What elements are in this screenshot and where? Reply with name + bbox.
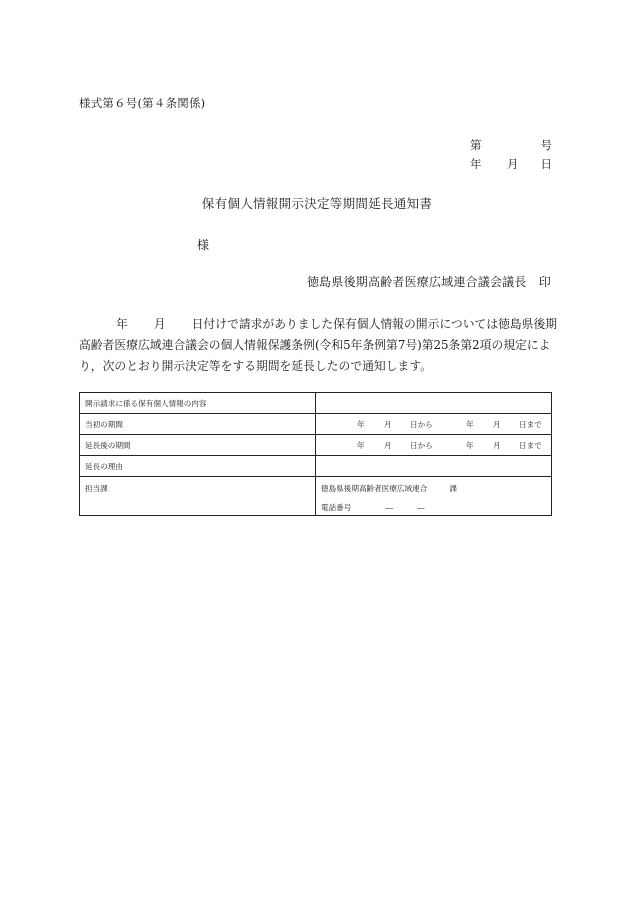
body-line-1-text: 日付けで請求がありました保有個人情報の開示については徳島県後期 bbox=[191, 317, 558, 331]
initial-to-year: 年 bbox=[466, 420, 474, 429]
table-row bbox=[80, 414, 552, 435]
row-value-reason bbox=[316, 456, 552, 477]
number-label-go: 号 bbox=[540, 138, 552, 152]
body-month-label: 月 bbox=[153, 317, 166, 331]
table-row bbox=[80, 477, 552, 516]
extended-to-month: 月 bbox=[493, 441, 501, 450]
phone-line bbox=[321, 502, 546, 513]
row-label-reason: 延長の理由 bbox=[80, 456, 316, 477]
table-row bbox=[80, 435, 552, 456]
row-value-department bbox=[316, 477, 552, 516]
row-value-content bbox=[316, 393, 552, 414]
document-title: 保有個人情報開示決定等期間延長通知書 bbox=[201, 196, 433, 211]
body-paragraph bbox=[79, 314, 558, 377]
date-year-label: 年 bbox=[470, 157, 482, 171]
date-month-label: 月 bbox=[507, 157, 519, 171]
initial-to-day: 日まで bbox=[519, 420, 542, 429]
row-label-extended-period: 延長後の期間 bbox=[80, 435, 316, 456]
extended-to-day: 日まで bbox=[519, 441, 542, 450]
row-label-initial-period: 当初の期間 bbox=[80, 414, 316, 435]
number-label-dai: 第 bbox=[470, 138, 482, 152]
table-row bbox=[80, 393, 552, 414]
initial-from-month: 月 bbox=[384, 420, 392, 429]
department-prefix: 徳島県後期高齢者医療広域連合 bbox=[321, 484, 428, 493]
phone-label: 電話番号 bbox=[321, 503, 352, 512]
row-value-extended-period bbox=[316, 435, 552, 456]
extended-from-day: 日から bbox=[410, 441, 433, 450]
phone-dash-1: ― bbox=[385, 503, 393, 512]
form-number: 様式第６号(第４条関係) bbox=[79, 96, 206, 110]
initial-to-month: 月 bbox=[493, 420, 501, 429]
department-line bbox=[321, 483, 546, 494]
body-line-2: 高齢者医療広域連合議会の個人情報保護条例(令和5年条例第7号)第25条第2項の規定によ bbox=[79, 338, 551, 352]
info-table bbox=[79, 392, 552, 516]
extended-to-year: 年 bbox=[466, 441, 474, 450]
date-day-label: 日 bbox=[540, 157, 552, 171]
initial-from-day: 日から bbox=[410, 420, 433, 429]
extended-from-month: 月 bbox=[384, 441, 392, 450]
extended-from-year: 年 bbox=[357, 441, 365, 450]
sender-line: 徳島県後期高齢者医療広域連合議会議長 印 bbox=[306, 275, 551, 289]
body-line-1 bbox=[79, 314, 558, 335]
row-label-content: 開示請求に係る保有個人情報の内容 bbox=[80, 393, 316, 414]
body-year-label: 年 bbox=[116, 317, 128, 331]
row-label-department: 担当課 bbox=[80, 477, 316, 516]
phone-dash-2: ― bbox=[416, 503, 425, 512]
body-line-3: り，次のとおり開示決定等をする期間を延長したので通知します。 bbox=[79, 359, 432, 373]
initial-from-year: 年 bbox=[357, 420, 365, 429]
table-row bbox=[80, 456, 552, 477]
row-value-initial-period bbox=[316, 414, 552, 435]
department-suffix: 課 bbox=[449, 484, 457, 493]
addressee-suffix: 様 bbox=[197, 238, 210, 252]
